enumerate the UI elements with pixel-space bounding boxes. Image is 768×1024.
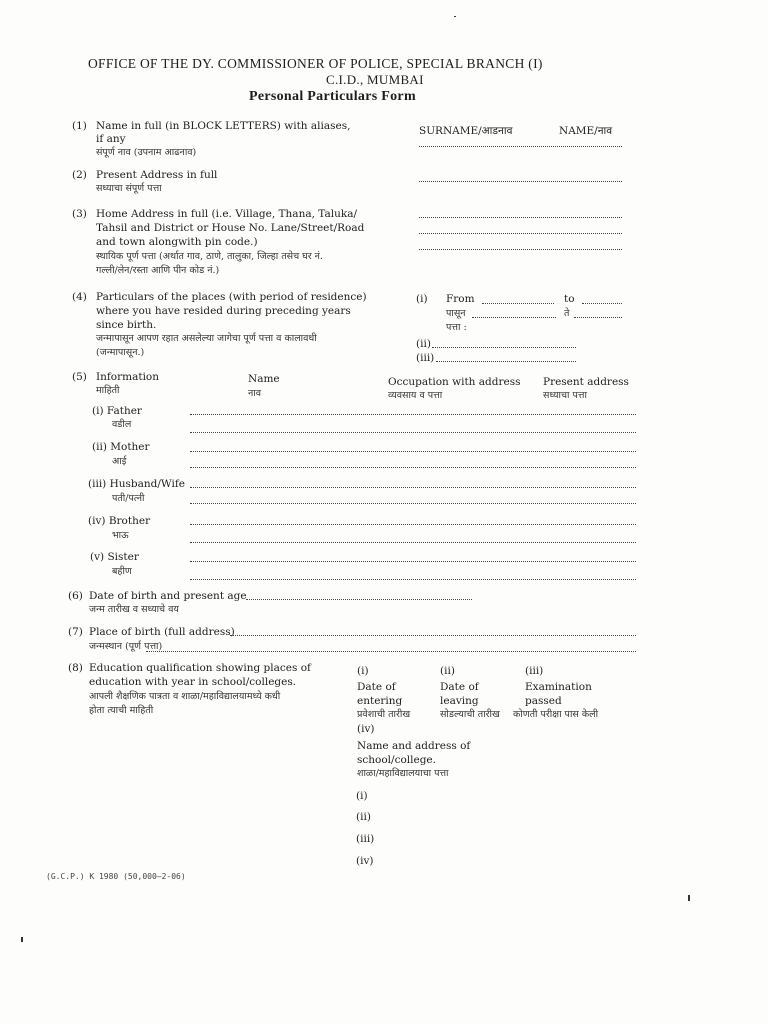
scan-speck (688, 895, 690, 901)
from-label-marathi: पासून (446, 308, 466, 319)
education-entry-iii: (iii) (356, 833, 375, 845)
sister-line-1[interactable] (190, 561, 636, 562)
entering-column-label: Date of (357, 681, 396, 693)
home-address-marathi-1: स्थायिक पूर्ण पत्ता (अर्थात गाव, ठाणे, तालुका, जिल्हा तसेच घर नं. (96, 251, 323, 262)
item-number: (6) (68, 590, 83, 602)
item-number: (4) (72, 291, 87, 303)
relation-label-father-marathi: वडील (112, 419, 132, 430)
residence-ii-line[interactable] (432, 347, 576, 348)
entering-column-label-2: entering (357, 695, 403, 707)
item-number: (7) (68, 626, 83, 638)
name-label: Name in full (in BLOCK LETTERS) with aliases, (96, 120, 351, 132)
pob-field-line-2[interactable] (146, 651, 636, 652)
scan-speck (21, 937, 23, 942)
residence-item-iii: (iii) (416, 352, 435, 364)
spouse-line-1[interactable] (190, 487, 636, 488)
school-column-number: (iv) (357, 723, 375, 735)
entering-column-number: (i) (357, 665, 369, 677)
name-column-header: Name (248, 373, 280, 385)
present-address-label-marathi: सध्याचा संपूर्ण पत्ता (96, 183, 162, 194)
relation-label-mother-marathi: आई (112, 456, 127, 467)
leaving-column-label: Date of (440, 681, 479, 693)
to-label: to (564, 293, 575, 305)
education-entry-i: (i) (356, 790, 368, 802)
relation-label-spouse: (iii) Husband/Wife (88, 478, 185, 490)
name-label-marathi: संपूर्ण नाव (उपनाम आढनाव) (96, 147, 197, 158)
school-column-label: Name and address of (357, 740, 471, 752)
name-field-line[interactable] (419, 146, 622, 147)
print-code: (G.C.P.) K 1980 (50,000—2-06) (46, 872, 186, 881)
father-line-2[interactable] (190, 432, 636, 433)
dob-label: Date of birth and present age (89, 590, 247, 602)
residence-label-3: since birth. (96, 319, 157, 331)
relation-label-brother: (iv) Brother (88, 515, 151, 527)
school-column-marathi: शाळा/महाविद्यालयाचा पत्ता (357, 768, 449, 779)
home-address-marathi-2: गल्ली/लेन/रस्ता आणि पीन कोड नं.) (96, 265, 220, 276)
school-column-label-2: school/college. (357, 754, 436, 766)
exam-column-label: Examination (525, 681, 592, 693)
education-label-2: education with year in school/colleges. (89, 676, 297, 688)
residence-item-i: (i) (416, 293, 428, 305)
residence-marathi-1: जन्मापासून आपण रहात असलेल्या जागेचा पूर्ण पत्ता व कालावधी (96, 333, 317, 344)
address-label-marathi: पत्ता : (446, 322, 467, 333)
pob-label-marathi: जन्मस्थान (पूर्ण पत्ता) (89, 641, 163, 652)
pob-label: Place of birth (full address) (89, 626, 235, 638)
relation-label-spouse-marathi: पती/पत्नी (112, 493, 145, 504)
home-address-line-1[interactable] (419, 217, 622, 218)
office-subheading: C.I.D., MUMBAI (326, 72, 424, 87)
leaving-column-number: (ii) (440, 665, 455, 677)
information-label-marathi: माहिती (96, 385, 120, 396)
relation-label-brother-marathi: भाऊ (112, 530, 129, 541)
relation-label-mother: (ii) Mother (92, 441, 150, 453)
relation-label-sister-marathi: बहीण (112, 566, 132, 577)
leaving-column-label-2: leaving (440, 695, 479, 707)
present-address-column-header: Present address (543, 376, 629, 388)
leaving-column-marathi: सोडल्याची तारीख (440, 709, 500, 720)
exam-column-number: (iii) (525, 665, 544, 677)
present-address-label: Present Address in full (96, 169, 218, 181)
home-address-label: Home Address in full (i.e. Village, Thana, Taluka/ (96, 208, 357, 220)
to-marathi-line[interactable] (574, 317, 622, 318)
exam-column-label-2: passed (525, 695, 562, 707)
relation-label-father: (i) Father (92, 405, 142, 417)
present-address-column-header-marathi: सध्याचा पत्ता (543, 390, 587, 401)
residence-iii-line[interactable] (436, 361, 576, 362)
to-field-line[interactable] (582, 303, 622, 304)
education-entry-iv: (iv) (356, 855, 374, 867)
home-address-line-2[interactable] (419, 233, 622, 234)
dob-field-line[interactable] (246, 599, 472, 600)
residence-item-ii: (ii) (416, 338, 431, 350)
mother-line-2[interactable] (190, 467, 636, 468)
occupation-column-header-marathi: व्यवसाय व पत्ता (388, 390, 443, 401)
item-number: (3) (72, 208, 87, 220)
pob-field-line[interactable] (230, 635, 636, 636)
relation-label-sister: (v) Sister (90, 551, 139, 563)
residence-label-2: where you have resided during preceding years (96, 305, 351, 317)
education-marathi-1: आपली शैक्षणिक पात्रता व शाळा/महाविद्यालयामध्ये कधी (89, 691, 281, 702)
name-column-header-marathi: नाव (248, 388, 262, 399)
surname-column-label: SURNAME/आडनाव (419, 125, 513, 137)
present-address-line[interactable] (419, 181, 622, 182)
sister-line-2[interactable] (190, 579, 636, 580)
information-label: Information (96, 371, 160, 383)
brother-line-1[interactable] (190, 524, 636, 525)
education-label: Education qualification showing places of (89, 662, 311, 674)
brother-line-2[interactable] (190, 542, 636, 543)
name-label-cont: if any (96, 133, 126, 145)
residence-marathi-2: (जन्मापासून.) (96, 347, 145, 358)
item-number: (2) (72, 169, 87, 181)
education-entry-ii: (ii) (356, 811, 371, 823)
from-marathi-line[interactable] (472, 317, 556, 318)
form-title: Personal Particulars Form (249, 89, 416, 104)
name-column-label: NAME/नाव (559, 125, 613, 137)
spouse-line-2[interactable] (190, 503, 636, 504)
to-label-marathi: ते (564, 308, 570, 319)
mother-line-1[interactable] (190, 451, 636, 452)
dob-label-marathi: जन्म तारीख व सध्याचे वय (89, 604, 179, 615)
item-number: (1) (72, 120, 87, 132)
entering-column-marathi: प्रवेशाची तारीख (357, 709, 411, 720)
office-heading: OFFICE OF THE DY. COMMISSIONER OF POLICE, SPECIAL BRANCH (I) (88, 56, 543, 71)
home-address-line-3[interactable] (419, 249, 622, 250)
occupation-column-header: Occupation with address (388, 376, 521, 388)
item-number: (8) (68, 662, 83, 674)
from-label: From (446, 293, 475, 305)
home-address-label-2: Tahsil and District or House No. Lane/Street/Road (96, 222, 365, 234)
item-number: (5) (72, 371, 87, 383)
father-line-1[interactable] (190, 414, 636, 415)
exam-column-marathi: कोणती परीक्षा पास केली (513, 709, 599, 720)
from-field-line[interactable] (482, 303, 554, 304)
residence-label: Particulars of the places (with period of residence) (96, 291, 367, 303)
education-marathi-2: होता त्याची माहिती (89, 705, 154, 716)
scan-speck (454, 16, 456, 17)
home-address-label-3: and town alongwith pin code.) (96, 236, 258, 248)
